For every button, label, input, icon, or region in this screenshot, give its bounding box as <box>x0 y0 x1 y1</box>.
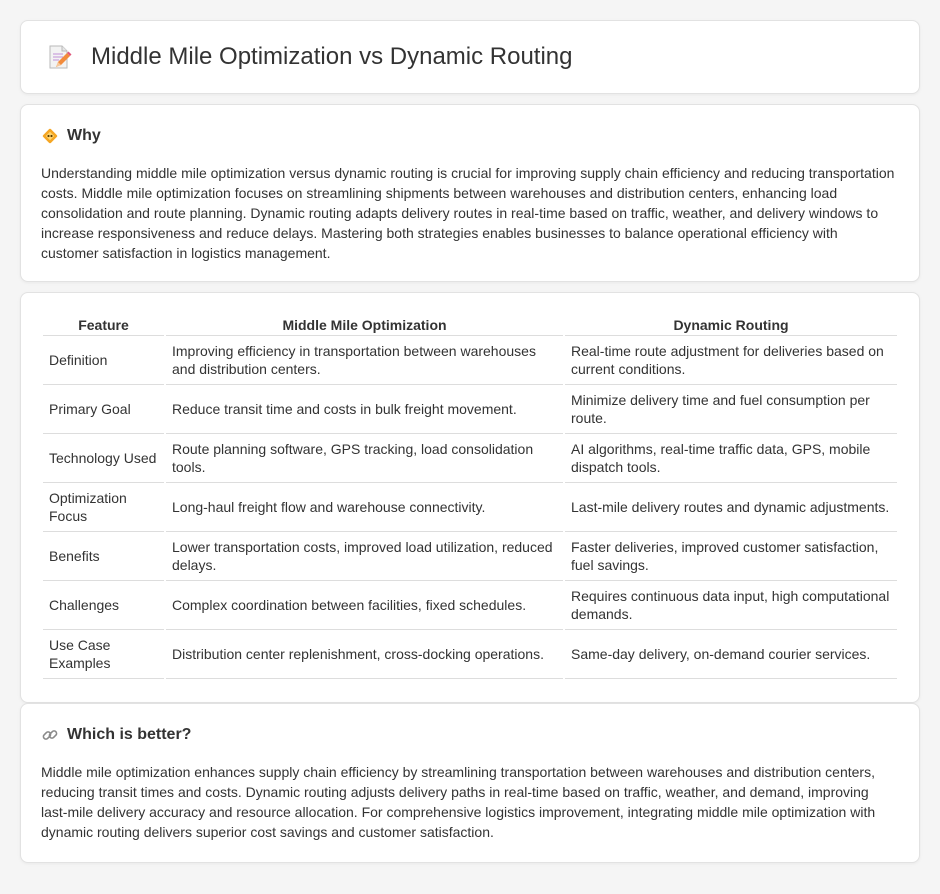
why-text: Understanding middle mile optimization versus dynamic routing is crucial for improving supply chain efficiency and reducing transportation costs. Middle mile optimization focuses on streamlining shipments between warehouses and distribution centers, enhancing load consolidation and route planning. Dynamic routing adapts delivery routes in real-time based on traffic, weather, and delivery windows to increase responsiveness and reduce delays. Mastering both strategies enables businesses to balance operational efficiency with customer satisfaction in logistics management. <box>41 165 895 261</box>
row-middle-mile: Long-haul freight flow and warehouse connectivity. <box>166 483 563 532</box>
why-section <box>20 104 920 282</box>
table-row <box>43 385 897 434</box>
table-row <box>43 581 897 630</box>
better-header <box>41 726 899 744</box>
row-middle-mile: Improving efficiency in transportation between warehouses and distribution centers. <box>166 336 563 385</box>
header-dynamic-routing: Dynamic Routing <box>565 311 897 336</box>
document-pencil-icon <box>43 42 73 72</box>
table-row <box>43 483 897 532</box>
row-dynamic-routing: Minimize delivery time and fuel consumption per route. <box>565 385 897 434</box>
row-middle-mile: Route planning software, GPS tracking, load consolidation tools. <box>166 434 563 483</box>
row-dynamic-routing: Last-mile delivery routes and dynamic adjustments. <box>565 483 897 532</box>
row-middle-mile: Lower transportation costs, improved load utilization, reduced delays. <box>166 532 563 581</box>
table-header-row <box>43 311 897 336</box>
row-feature: Technology Used <box>43 434 164 483</box>
row-feature: Challenges <box>43 581 164 630</box>
why-header <box>41 127 899 145</box>
link-icon <box>41 726 59 744</box>
row-feature: Optimization Focus <box>43 483 164 532</box>
page-title: Middle Mile Optimization vs Dynamic Routing <box>91 43 573 70</box>
table-row <box>43 434 897 483</box>
row-feature: Primary Goal <box>43 385 164 434</box>
why-heading: Why <box>67 127 101 144</box>
row-feature: Use Case Examples <box>43 630 164 679</box>
better-text: Middle mile optimization enhances supply chain efficiency by streamlining transportation between warehouses and distribution centers, reducing transit times and costs. Dynamic routing adjusts delivery paths in real-time based on traffic, weather, and demand, improving last-mile delivery accuracy and resource allocation. For comprehensive logistics improvement, integrating middle mile optimization with dynamic routing delivers superior cost savings and customer satisfaction. <box>41 764 876 840</box>
row-dynamic-routing: Same-day delivery, on-demand courier services. <box>565 630 897 679</box>
row-dynamic-routing: Faster deliveries, improved customer satisfaction, fuel savings. <box>565 532 897 581</box>
row-middle-mile: Distribution center replenishment, cross-docking operations. <box>166 630 563 679</box>
row-dynamic-routing: Requires continuous data input, high computational demands. <box>565 581 897 630</box>
better-heading: Which is better? <box>67 726 192 743</box>
row-dynamic-routing: AI algorithms, real-time traffic data, GPS, mobile dispatch tools. <box>565 434 897 483</box>
comparison-table <box>41 311 899 679</box>
title-card <box>20 20 920 94</box>
header-feature: Feature <box>43 311 164 336</box>
diamond-road-sign-icon <box>41 127 59 145</box>
row-middle-mile: Reduce transit time and costs in bulk freight movement. <box>166 385 563 434</box>
row-middle-mile: Complex coordination between facilities, fixed schedules. <box>166 581 563 630</box>
row-feature: Definition <box>43 336 164 385</box>
which-is-better-section <box>20 703 920 863</box>
row-dynamic-routing: Real-time route adjustment for deliveries based on current conditions. <box>565 336 897 385</box>
header-middle-mile: Middle Mile Optimization <box>166 311 563 336</box>
table-row <box>43 532 897 581</box>
row-feature: Benefits <box>43 532 164 581</box>
table-row <box>43 336 897 385</box>
table-row <box>43 630 897 679</box>
comparison-table-card <box>20 292 920 703</box>
